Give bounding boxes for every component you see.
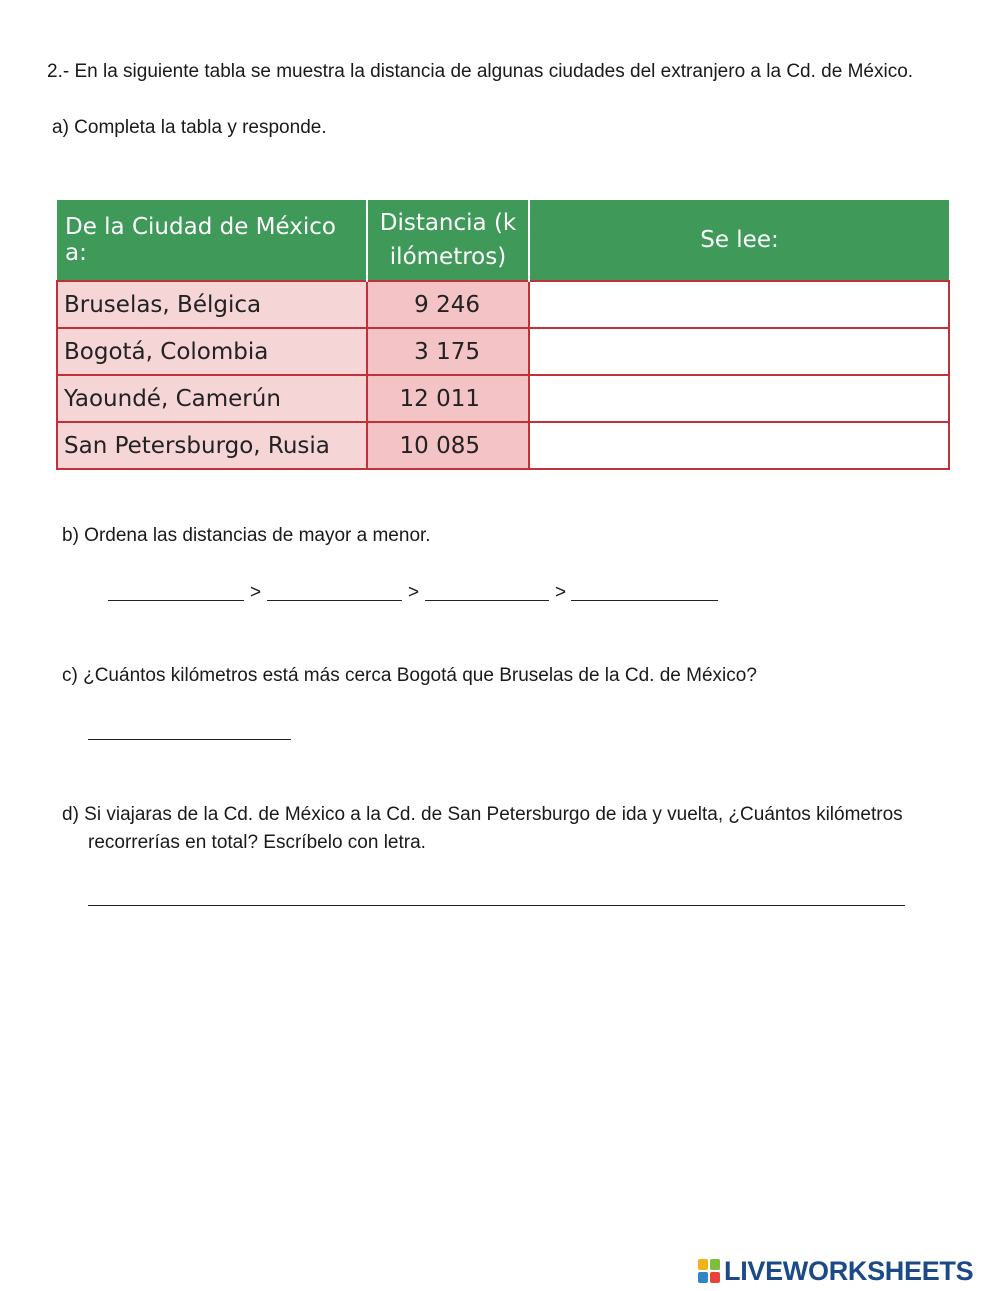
order-answer-2[interactable] <box>267 600 402 601</box>
cell-city: Bruselas, Bélgica <box>57 281 367 328</box>
order-answer-3[interactable] <box>425 600 549 601</box>
header-distance-line2: ilómetros) <box>389 244 507 270</box>
cell-distance: 3 175 <box>367 328 529 375</box>
question-intro: 2.- En la siguiente tabla se muestra la distancia de algunas ciudades del extranjero a la Cd. de México. <box>47 61 914 82</box>
logo-square <box>710 1259 720 1270</box>
greater-than-sign: > <box>408 582 420 603</box>
order-answer-1[interactable] <box>108 600 244 601</box>
table-row <box>57 328 949 375</box>
table-header-row <box>57 200 949 281</box>
answer-d-line[interactable] <box>88 905 905 906</box>
cell-distance: 9 246 <box>367 281 529 328</box>
logo-square <box>710 1272 720 1283</box>
table-row <box>57 281 949 328</box>
cell-city: San Petersburgo, Rusia <box>57 422 367 469</box>
logo-square <box>698 1259 708 1270</box>
cell-distance: 12 011 <box>367 375 529 422</box>
liveworksheets-logo-icon <box>698 1259 720 1283</box>
question-c: c) ¿Cuántos kilómetros está más cerca Bogotá que Bruselas de la Cd. de México? <box>62 665 757 686</box>
cell-reads-input[interactable] <box>529 375 949 422</box>
question-d-line2: recorrerías en total? Escríbelo con letra. <box>88 832 426 853</box>
header-reads: Se lee: <box>529 200 949 281</box>
header-city: De la Ciudad de México a: <box>57 200 367 281</box>
answer-c-line[interactable] <box>88 739 291 740</box>
cell-distance: 10 085 <box>367 422 529 469</box>
greater-than-sign: > <box>250 582 262 603</box>
question-b: b) Ordena las distancias de mayor a menor. <box>62 525 431 546</box>
logo-square <box>698 1272 708 1283</box>
header-distance-line1: Distancia (k <box>379 210 517 236</box>
cell-reads-input[interactable] <box>529 328 949 375</box>
cell-city: Yaoundé, Camerún <box>57 375 367 422</box>
cell-reads-input[interactable] <box>529 281 949 328</box>
greater-than-sign: > <box>555 582 567 603</box>
question-a: a) Completa la tabla y responde. <box>52 117 327 138</box>
brand-text: LIVEWORKSHEETS <box>724 1255 974 1286</box>
header-distance <box>367 200 529 281</box>
cell-reads-input[interactable] <box>529 422 949 469</box>
table-row <box>57 422 949 469</box>
table-row <box>57 375 949 422</box>
question-d-line1: d) Si viajaras de la Cd. de México a la Cd. de San Petersburgo de ida y vuelta, ¿Cuántos kilómetros <box>62 804 903 825</box>
distance-table <box>56 200 950 470</box>
liveworksheets-brand <box>698 1256 973 1286</box>
cell-city: Bogotá, Colombia <box>57 328 367 375</box>
order-answer-4[interactable] <box>571 600 718 601</box>
